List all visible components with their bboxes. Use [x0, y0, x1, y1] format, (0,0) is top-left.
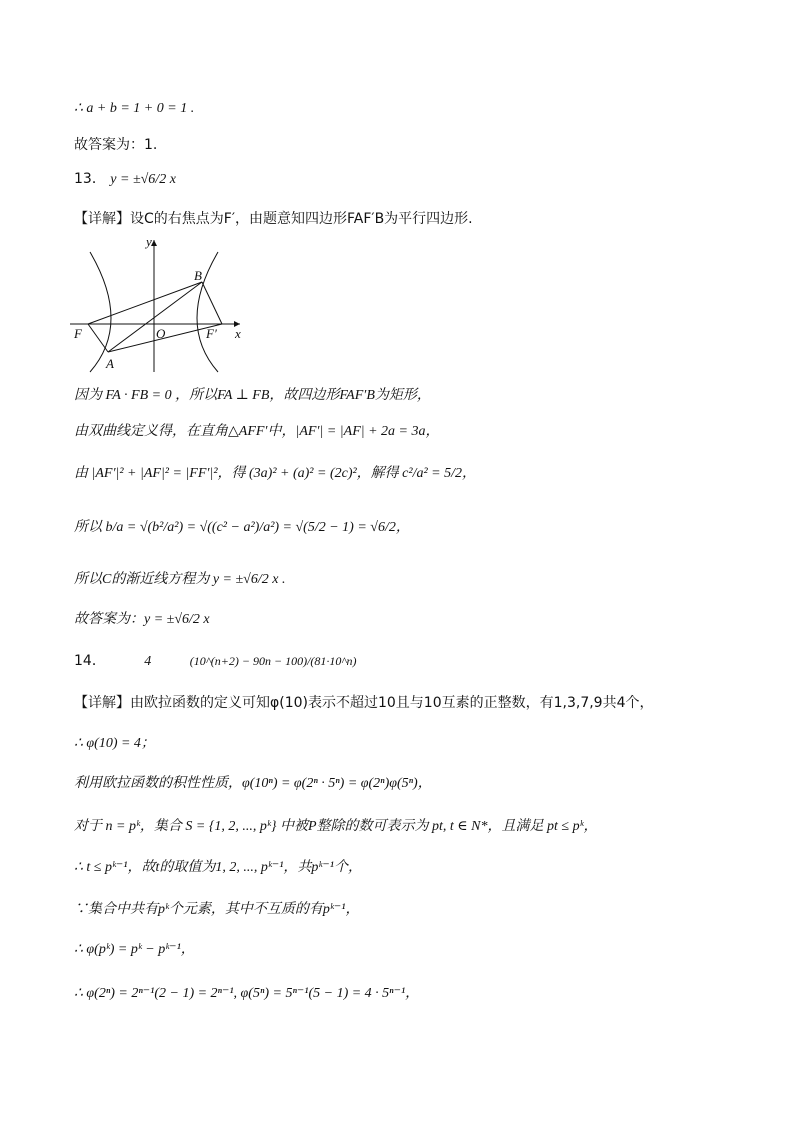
answer-text: 故答案为：1.: [74, 137, 158, 153]
math-text: ∵集合中共有pᵏ个元素，其中不互质的有pᵏ⁻¹，: [74, 902, 360, 917]
answer-first: 4: [144, 654, 152, 669]
math-text: 由双曲线定义得，在直角△AFF′中，|AF′| = |AF| + 2a = 3a，: [74, 424, 440, 439]
detail-text: 【详解】由欧拉函数的定义可知φ(10)表示不超过10且与10互素的正整数，有1,3,7,9共4个，: [74, 695, 654, 711]
question-13-answer: [74, 168, 176, 188]
answer-text: 故答案为：y = ±√6/2 x: [74, 612, 210, 627]
line-detail-14: [74, 692, 654, 712]
detail-text: 【详解】设C的右焦点为F′，由题意知四边形FAF′B为平行四边形.: [74, 211, 473, 227]
line-set-count: [74, 898, 359, 918]
line-answer-13: [74, 608, 210, 628]
asymptote-answer: y = ±√6/2 x: [110, 172, 176, 187]
hyperbola-figure: [70, 236, 250, 376]
line-set-s: [74, 815, 598, 835]
math-text: ∴ t ≤ pᵏ⁻¹，故t的取值为1, 2, ..., pᵏ⁻¹，共pᵏ⁻¹个，: [74, 860, 362, 875]
math-text: ∴ φ(2ⁿ) = 2ⁿ⁻¹(2 − 1) = 2ⁿ⁻¹, φ(5ⁿ) = 5ⁿ⁻¹(5 − 1) = 4 · 5ⁿ⁻¹，: [74, 986, 420, 1001]
line-answer-1: [74, 134, 157, 154]
line-phi-pk: [74, 938, 195, 958]
math-text: 对于 n = pᵏ，集合 S = {1, 2, ..., pᵏ} 中被P整除的数可表示为 pt, t ∈ N*，且满足 pt ≤ pᵏ，: [74, 819, 598, 834]
line-rectangle: [74, 384, 431, 404]
line-pythagoras: [74, 462, 476, 482]
label-focus-right: F′: [206, 326, 217, 341]
line-ratio: [74, 516, 410, 536]
line-hyperbola-definition: [74, 420, 440, 440]
label-point-b: B: [194, 268, 202, 283]
math-text: 所以C的渐近线方程为 y = ±√6/2 x .: [74, 572, 286, 587]
line-t-range: [74, 856, 362, 876]
label-origin: O: [156, 326, 166, 341]
question-number: 13．: [74, 171, 106, 187]
line-multiplicative: [74, 772, 432, 792]
math-text: 所以 b/a = √(b²/a²) = √((c² − a²)/a²) = √(5/2 − 1) = √6/2，: [74, 520, 410, 535]
line-phi-2n-5n: [74, 982, 419, 1002]
math-text: 利用欧拉函数的积性性质，φ(10ⁿ) = φ(2ⁿ · 5ⁿ) = φ(2ⁿ)φ(5ⁿ)，: [74, 776, 432, 791]
line-phi-10: [74, 732, 155, 752]
label-focus-left: F: [74, 326, 82, 341]
line-asymptote: [74, 568, 285, 588]
math-text: 因为 FA · FB = 0 ，所以FA ⊥ FB，故四边形FAF′B为矩形，: [74, 388, 431, 403]
label-point-a: A: [106, 356, 114, 371]
math-text: ∴ φ(pᵏ) = pᵏ − pᵏ⁻¹，: [74, 942, 195, 957]
math-text: 由 |AF′|² + |AF|² = |FF′|²，得 (3a)² + (a)² = (2c)²，解得 c²/a² = 5/2，: [74, 466, 477, 481]
label-y-axis: y: [146, 236, 152, 249]
hyperbola-diagram: [70, 236, 250, 376]
answer-second: (10^(n+2) − 90n − 100)/(81·10^n): [189, 654, 357, 668]
question-14-answer: [74, 650, 356, 670]
math-text: ∴ a + b = 1 + 0 = 1 .: [74, 101, 195, 116]
math-text: ∴ φ(10) = 4；: [74, 736, 155, 751]
line-detail-13: [74, 208, 473, 228]
line-conclusion-sum: [74, 100, 194, 117]
label-x-axis: x: [235, 326, 241, 341]
question-number: 14．: [74, 653, 106, 669]
